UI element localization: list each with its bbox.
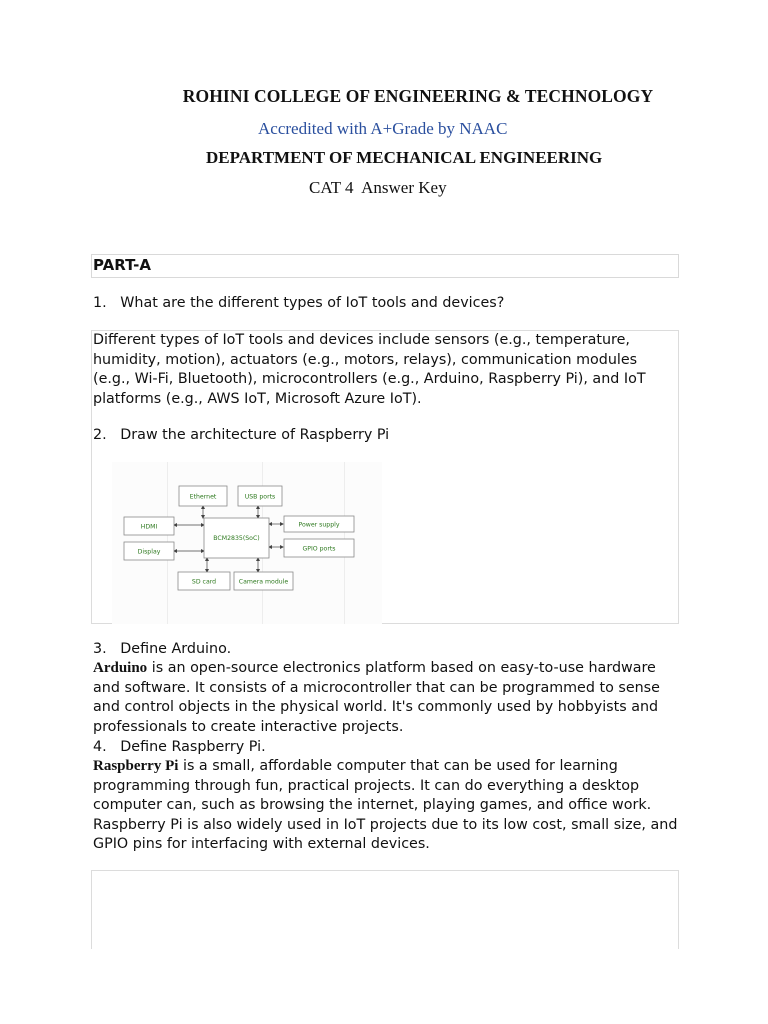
- hdmi-label: HDMI: [140, 523, 158, 531]
- question-text: Draw the architecture of Raspberry Pi: [120, 427, 390, 443]
- part-heading: PART-A: [93, 256, 151, 274]
- answer-1: Different types of IoT tools and devices include sensors (e.g., temperature, humidity, motion), actuators (e.g., motors, relays), communication modules (e.g., Wi-Fi, Bluetooth), microcontrollers (e.g., Arduino, Raspberry Pi), and IoT platforms (e.g., AWS IoT, Microsoft Azure IoT).: [93, 332, 646, 407]
- display-label: Display: [137, 548, 161, 556]
- part-heading-box: [91, 254, 679, 278]
- question-number: 3.: [93, 641, 107, 657]
- question-number: 4.: [93, 739, 107, 755]
- college-name: ROHINI COLLEGE OF ENGINEERING & TECHNOLOGY: [182, 86, 654, 106]
- usb-label: USB ports: [244, 493, 276, 501]
- soc-label: BCM2835(SoC): [213, 535, 260, 542]
- question-3: [93, 640, 231, 660]
- ethernet-label: Ethernet: [189, 493, 217, 501]
- answer-text: is an open-source electronics platform based on easy-to-use hardware and software. It consists of a microcontroller that can be programmed to sense and control objects in the physical world. It's commonly used by hobbyists and professionals to create interactive projects.: [93, 660, 660, 735]
- question-text: Define Arduino.: [120, 641, 232, 657]
- question-1: [93, 294, 504, 314]
- answer-4: [93, 757, 678, 855]
- question-number: 2.: [93, 427, 107, 443]
- power-label: Power supply: [298, 521, 340, 529]
- question-text: Define Raspberry Pi.: [120, 739, 266, 755]
- term-raspberry-pi: Raspberry Pi: [93, 758, 179, 774]
- exam-title: CAT 4 Answer Key: [309, 178, 447, 197]
- term-arduino: Arduino: [93, 660, 148, 676]
- raspberry-pi-architecture-diagram: [112, 470, 372, 600]
- empty-answer-box: [91, 870, 679, 949]
- sd-label: SD card: [191, 578, 217, 586]
- answer-3: [93, 659, 678, 737]
- answer-text: is a small, affordable computer that can be used for learning programming through fun, practical projects. It can do everything a desktop computer can, such as browsing the internet, playing games, and office work. Raspberry Pi is also widely used in IoT projects due to its low cost, small size, and GPIO pins for interfacing with external devices.: [93, 758, 678, 853]
- accreditation-line: Accredited with A+Grade by NAAC: [258, 119, 508, 138]
- gpio-label: GPIO ports: [302, 545, 336, 553]
- question-2: [93, 426, 389, 446]
- department-name: DEPARTMENT OF MECHANICAL ENGINEERING: [206, 148, 603, 167]
- question-number: 1.: [93, 295, 107, 311]
- camera-label: Camera module: [238, 578, 289, 586]
- question-4: [93, 738, 266, 758]
- question-text: What are the different types of IoT tools and devices?: [120, 295, 505, 311]
